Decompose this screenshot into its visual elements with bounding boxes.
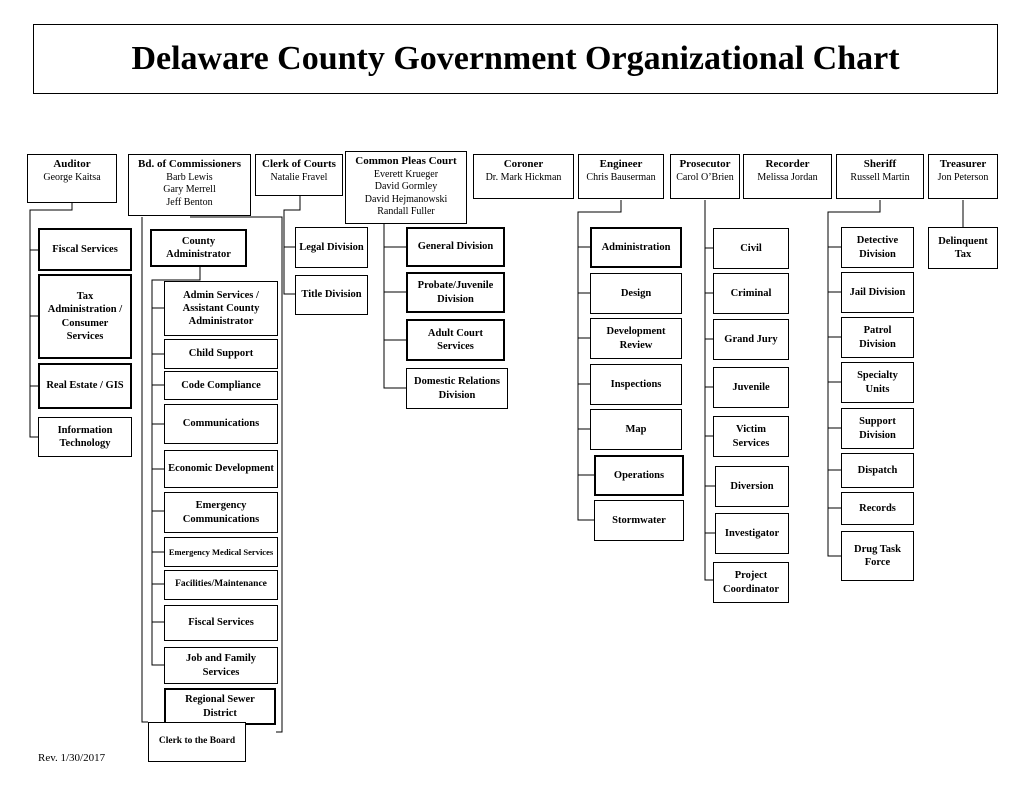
unit-code-compliance: Code Compliance: [164, 371, 278, 400]
office-auditor: [27, 154, 117, 203]
unit-engineer-stormwater: Stormwater: [594, 500, 684, 541]
office-title: Clerk of Courts: [262, 158, 336, 170]
unit-engineer-operations: Operations: [594, 455, 684, 496]
office-holder: David Gormley: [374, 181, 438, 193]
office-holder: Dr. Mark Hickman: [485, 171, 562, 183]
revision-date: Rev. 1/30/2017: [38, 752, 106, 764]
office-holder: Natalie Fravel: [270, 171, 328, 183]
unit-prosecutor-investigator: Investigator: [715, 513, 789, 554]
office-title: Prosecutor: [679, 158, 731, 170]
office-common-pleas-court: [345, 151, 467, 224]
office-treasurer: [928, 154, 998, 199]
unit-facilities-maintenance: Facilities/Maintenance: [164, 570, 278, 600]
office-commissioners: [128, 154, 251, 216]
unit-job-and-family-services: Job and Family Services: [164, 647, 278, 684]
unit-auditor-real-estate-gis: Real Estate / GIS: [38, 363, 132, 409]
unit-prosecutor-grand-jury: Grand Jury: [713, 319, 789, 360]
office-sheriff: [836, 154, 924, 199]
office-coroner: [473, 154, 574, 199]
unit-auditor-fiscal-services: Fiscal Services: [38, 228, 132, 271]
unit-engineer-map: Map: [590, 409, 682, 450]
unit-county-administrator: County Administrator: [150, 229, 247, 267]
unit-adult-court-services: Adult Court Services: [406, 319, 505, 361]
unit-prosecutor-project-coordinator: Project Coordinator: [713, 562, 789, 603]
unit-legal-division: Legal Division: [295, 227, 368, 268]
office-holder: George Kaitsa: [43, 171, 101, 183]
unit-sheriff-jail-division: Jail Division: [841, 272, 914, 313]
unit-treasurer-delinquent-tax: Delinquent Tax: [928, 227, 998, 269]
office-holder: Chris Bauserman: [586, 171, 656, 183]
unit-regional-sewer-district: Regional Sewer District: [164, 688, 276, 725]
unit-engineer-inspections: Inspections: [590, 364, 682, 405]
office-title: Coroner: [503, 158, 544, 170]
unit-general-division: General Division: [406, 227, 505, 267]
unit-probate-juvenile-division: Probate/Juvenile Division: [406, 272, 505, 313]
office-holder: Randall Fuller: [377, 206, 435, 218]
unit-economic-development: Economic Development: [164, 450, 278, 488]
office-holder: Jon Peterson: [937, 171, 989, 183]
unit-prosecutor-juvenile: Juvenile: [713, 367, 789, 408]
office-holder: Russell Martin: [850, 171, 910, 183]
unit-sheriff-detective-division: Detective Division: [841, 227, 914, 268]
office-holder: Barb Lewis: [166, 171, 213, 183]
office-holder: Melissa Jordan: [757, 171, 818, 183]
unit-emergency-medical-services: Emergency Medical Services: [164, 537, 278, 567]
chart-title: Delaware County Government Organizational Chart: [131, 40, 900, 77]
unit-commissioners-fiscal-services: Fiscal Services: [164, 605, 278, 641]
unit-auditor-information-technology: Information Technology: [38, 417, 132, 457]
unit-sheriff-patrol-division: Patrol Division: [841, 317, 914, 358]
unit-engineer-administration: Administration: [590, 227, 682, 268]
office-engineer: [578, 154, 664, 199]
office-holder: Everett Krueger: [373, 168, 439, 180]
office-title: Engineer: [599, 158, 643, 170]
unit-auditor-tax-administration: Tax Administration / Consumer Services: [38, 274, 132, 359]
unit-prosecutor-victim-services: Victim Services: [713, 416, 789, 457]
unit-sheriff-specialty-units: Specialty Units: [841, 362, 914, 403]
office-holder: Carol O’Brien: [676, 171, 734, 183]
unit-admin-services: Admin Services / Assistant County Administrator: [164, 281, 278, 336]
office-title: Recorder: [765, 158, 810, 170]
unit-communications: Communications: [164, 404, 278, 444]
unit-sheriff-records: Records: [841, 492, 914, 525]
office-title: Auditor: [53, 158, 91, 170]
office-prosecutor: [670, 154, 740, 199]
office-clerk-of-courts: [255, 154, 343, 196]
office-holder: Jeff Benton: [166, 196, 213, 208]
office-title: Treasurer: [939, 158, 987, 170]
unit-clerk-to-the-board: Clerk to the Board: [148, 722, 246, 762]
office-recorder: [743, 154, 832, 199]
office-title: Sheriff: [863, 158, 897, 170]
office-title: Bd. of Commissioners: [138, 158, 241, 170]
unit-domestic-relations-division: Domestic Relations Division: [406, 368, 508, 409]
unit-engineer-design: Design: [590, 273, 682, 314]
unit-engineer-development-review: Development Review: [590, 318, 682, 359]
office-title: Common Pleas Court: [355, 155, 457, 167]
unit-title-division: Title Division: [295, 275, 368, 315]
unit-emergency-communications: Emergency Communications: [164, 492, 278, 533]
unit-sheriff-dispatch: Dispatch: [841, 453, 914, 488]
unit-sheriff-support-division: Support Division: [841, 408, 914, 449]
unit-sheriff-drug-task-force: Drug Task Force: [841, 531, 914, 581]
unit-prosecutor-criminal: Criminal: [713, 273, 789, 314]
unit-prosecutor-civil: Civil: [713, 228, 789, 269]
unit-child-support: Child Support: [164, 339, 278, 369]
office-holder: Gary Merrell: [163, 184, 216, 196]
unit-prosecutor-diversion: Diversion: [715, 466, 789, 507]
office-holder: David Hejmanowski: [364, 193, 448, 205]
